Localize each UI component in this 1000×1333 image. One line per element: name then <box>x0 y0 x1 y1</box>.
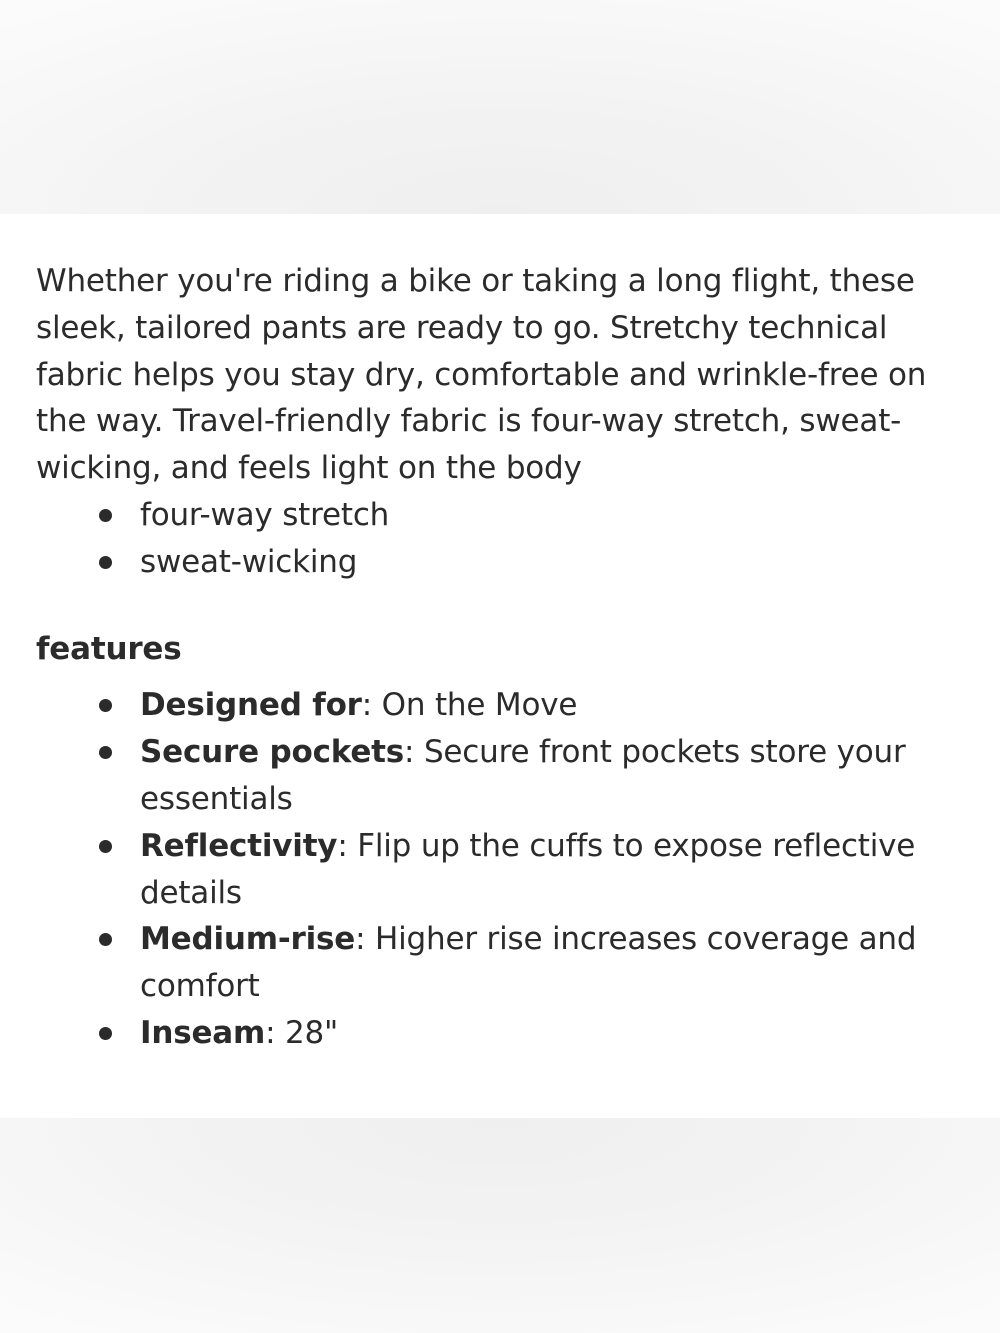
feature-term: Medium-rise <box>140 921 356 958</box>
feature-detail: : Higher rise increases coverage and comfort <box>140 921 917 1005</box>
feature-item-inseam <box>36 1010 966 1057</box>
feature-term: Reflectivity <box>140 827 338 864</box>
description-paragraph: Whether you're riding a bike or taking a long flight, these sleek, tailored pants are ready to go. Stretchy technical fabric helps you stay dry, comfortable and wrinkle-free on the way. Travel-friendly fabric is four-way stretch, sweat-wicking, and feels light on the body <box>36 263 927 487</box>
product-description <box>36 258 966 1057</box>
bottom-image-band <box>0 1118 1000 1333</box>
feature-detail: : On the Move <box>361 687 578 724</box>
feature-item-secure-pockets <box>36 729 966 823</box>
feature-item-reflectivity <box>36 823 966 917</box>
feature-term: Inseam <box>140 1014 266 1051</box>
features-list <box>36 682 966 1056</box>
features-heading: features <box>36 630 182 667</box>
list-item: sweat-wicking <box>36 539 966 586</box>
feature-detail: : 28" <box>265 1014 339 1051</box>
feature-term: Designed for <box>140 687 362 724</box>
feature-item-medium-rise <box>36 916 966 1010</box>
list-item: four-way stretch <box>36 492 966 539</box>
feature-term: Secure pockets <box>140 734 405 771</box>
feature-detail: : Flip up the cuffs to expose reflective details <box>140 827 916 911</box>
top-image-band <box>0 0 1000 214</box>
feature-item-designed-for <box>36 682 966 729</box>
feature-detail: : Secure front pockets store your essentials <box>140 734 906 817</box>
description-bullet-list <box>36 492 966 586</box>
